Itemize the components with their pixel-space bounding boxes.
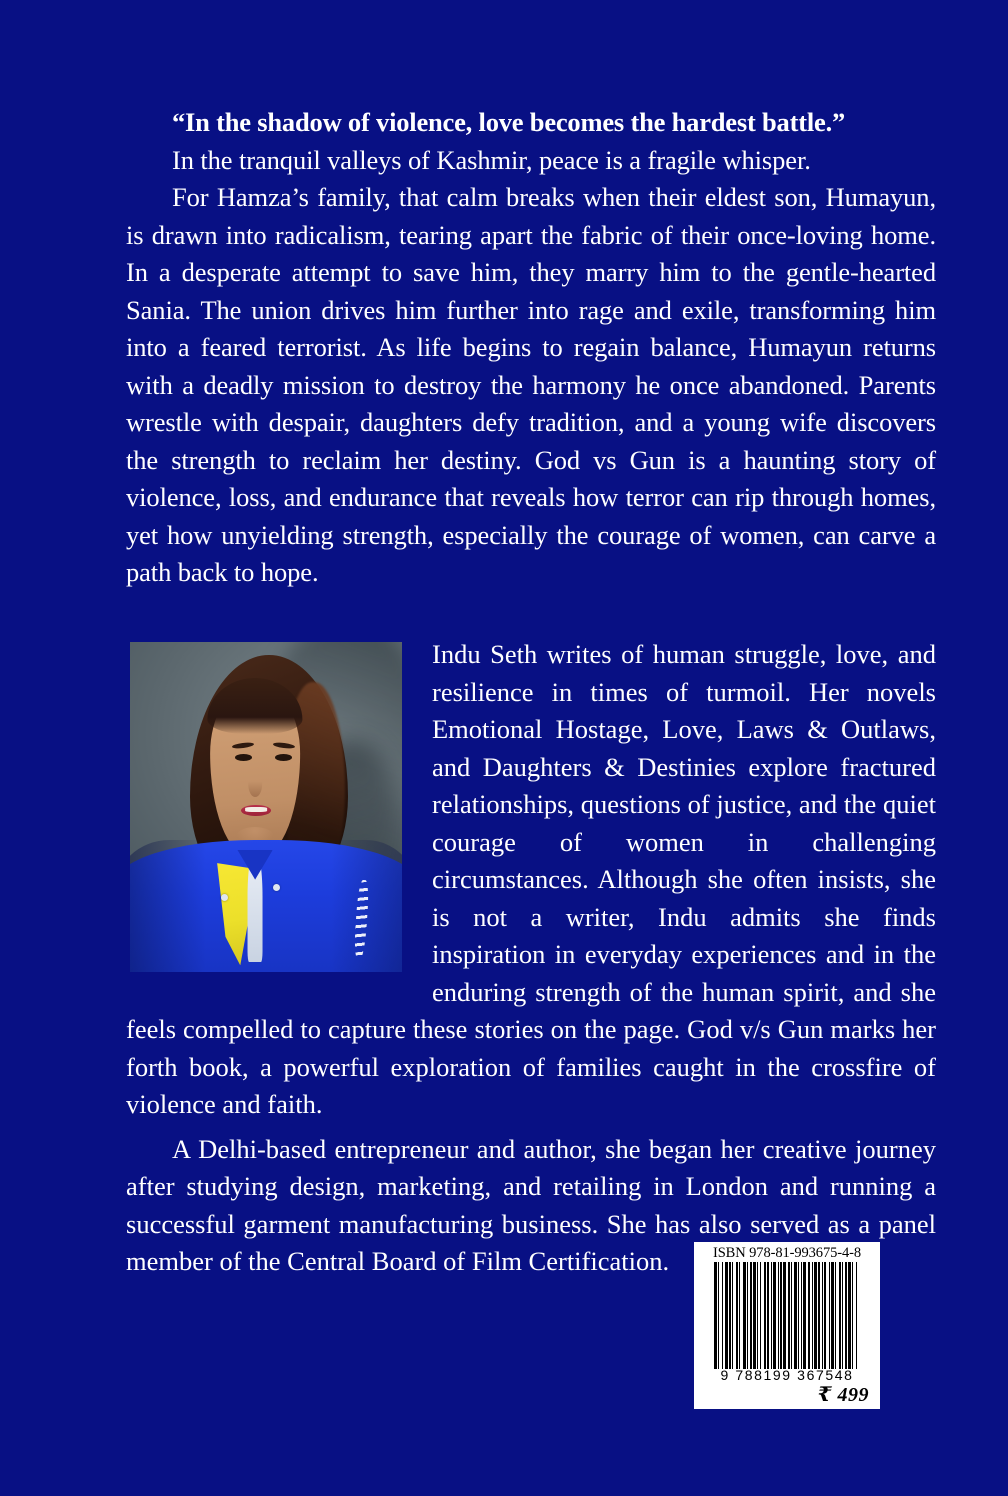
author-bio-spacer — [126, 1124, 936, 1131]
portrait-nose — [248, 771, 262, 797]
portrait-teeth — [246, 807, 268, 811]
author-bio-paragraph-1: Indu Seth writes of human struggle, love, and resilience in times of turmoil. Her novels Emotional Hostage, Love, Laws & Outlaws, and Daughters & Destinies explore fractured relationships, questions of justice, and the quiet courage of women in challenging circumstances. Although she often insists, she is not a writer, Indu admits she finds inspiration in everyday experiences and in the enduring strength of the human spirit, and she feels compelled to capture these stories on the page. God v/s Gun marks her forth book, a powerful exploration of families caught in the crossfire of violence and faith. — [126, 639, 936, 1119]
isbn-label: ISBN 978-81-993675-4-8 — [712, 1245, 862, 1261]
synopsis-block — [126, 104, 936, 592]
synopsis-quote: “In the shadow of violence, love becomes the hardest battle.” — [172, 107, 846, 137]
author-section — [126, 636, 936, 1281]
synopsis-body: For Hamza’s family, that calm breaks when their eldest son, Humayun, is drawn into radicalism, tearing apart the fabric of their once-loving home. In a desperate attempt to save him, they marry him to the gentle-hearted Sania. The union drives him further into rage and exile, transforming him into a feared terrorist. As life begins to regain balance, Humayun returns with a deadly mission to destroy the harmony he once abandoned. Parents wrestle with despair, daughters defy tradition, and a young wife discovers the strength to reclaim her destiny. God vs Gun is a haunting story of violence, loss, and endurance that reveals how terror can rip through homes, yet how unyielding strength, especially the courage of women, can carve a path back to hope. — [126, 182, 936, 587]
barcode-block — [694, 1242, 880, 1409]
portrait-kurta-button-upper — [273, 884, 280, 891]
price-label: ₹ 499 — [817, 1384, 869, 1406]
author-photo — [130, 642, 402, 972]
synopsis-tagline: In the tranquil valleys of Kashmir, peace is a fragile whisper. — [172, 144, 811, 175]
barcode-bars — [698, 1262, 876, 1369]
barcode-digits: 9 788199 367548 — [720, 1367, 854, 1383]
barcode-bar — [857, 1262, 860, 1369]
portrait-eye-left — [235, 754, 252, 761]
portrait-eye-right — [275, 754, 292, 761]
author-bio-paragraph-2: A Delhi-based entrepreneur and author, she began her creative journey after studying design, marketing, and retailing in London and running a successful garment manufacturing business. She has also served as a panel member of the Central Board of Film Certification. — [126, 1133, 936, 1276]
portrait-kurta-shadow-left — [130, 840, 206, 972]
